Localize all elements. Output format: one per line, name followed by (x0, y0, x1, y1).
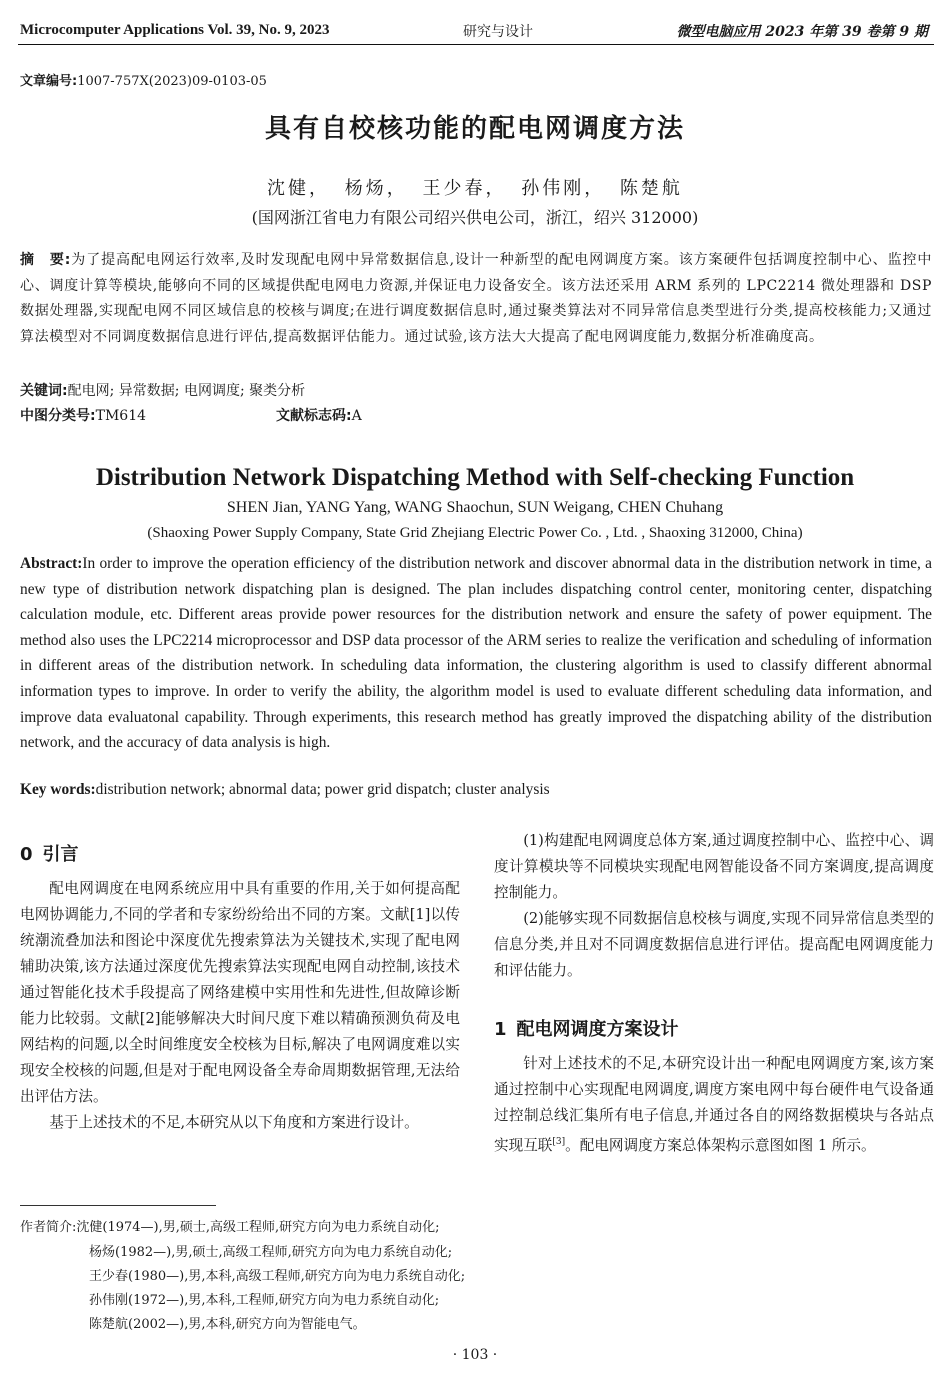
document-code-value: A (351, 408, 362, 424)
footnote-author-bio: 作者简介:沈健(1974—),男,硕士,高级工程师,研究方向为电力系统自动化; (20, 1220, 440, 1235)
section-heading-introduction (20, 840, 79, 866)
author-list-en: SHEN Jian, YANG Yang, WANG Shaochun, SUN Weigang, CHEN Chuhang (226, 499, 724, 516)
section-heading-design (494, 1015, 679, 1041)
paragraph (494, 1051, 934, 1159)
article-number-value: 1007-757X(2023)09-0103-05 (77, 74, 267, 89)
section-label: 研究与设计 (463, 24, 533, 40)
journal-name-en: Microcomputer Applications Vol. 39, No. 9, 2023 (20, 22, 330, 38)
classification-label: 中图分类号: (20, 408, 96, 424)
paragraph: (1)构建配电网调度总体方案,通过调度控制中心、监控中心、调度计算模块等不同模块实现配电网智能设备不同方案调度,提高调度控制能力。 (494, 832, 934, 901)
keywords-cn-text: 配电网; 异常数据; 电网调度; 聚类分析 (67, 383, 306, 399)
keywords-cn (20, 380, 305, 400)
author-list-cn: 沈健， 杨炀， 王少春， 孙伟刚， 陈楚航 (267, 178, 683, 199)
keywords-en-text: distribution network; abnormal data; power grid dispatch; cluster analysis (95, 781, 550, 798)
affiliation-cn: (国网浙江省电力有限公司绍兴供电公司，浙江，绍兴 312000) (251, 208, 699, 227)
footnote-author-bio: 杨炀(1982—),男,硕士,高级工程师,研究方向为电力系统自动化; (89, 1245, 453, 1260)
right-column-intro (494, 828, 934, 984)
article-number-label: 文章编号: (20, 74, 78, 89)
affiliation-en: (Shaoxing Power Supply Company, State Grid Zhejiang Electric Power Co. , Ltd. , Shaoxing 312000, China) (147, 525, 803, 541)
keywords-en-label: Key words: (20, 781, 96, 798)
classification-value: TM614 (95, 408, 147, 424)
document-code (276, 405, 362, 425)
abstract-en-text: In order to improve the operation efficiency of the distribution network and discover abnormal data in the distribution network in time, a new type of distribution network dispatching plan is designed. The plan includes dispatching control center, monitoring center, dispatching calculation module, etc. Different areas provide power resources for the distribution network and ensure the safety of power equipment. The method also uses the LPC2214 microprocessor and DSP data processor of the ARM series to realize the verification and scheduling of information in different areas of the distribution network. In scheduling data information, the clustering algorithm is used to classify different abnormal information types to improve. In order to verify the ability, the algorithm model is used to evaluate different scheduling data information, and improve data evaluatonal capability. Through experiments, this research method has greatly improved the dispatching ability of the distribution network, and the accuracy of data analysis is high. (20, 555, 932, 752)
abstract-en-label: Abstract: (20, 555, 83, 572)
keywords-en (20, 781, 550, 799)
paragraph: 基于上述技术的不足,本研究从以下角度和方案进行设计。 (49, 1114, 419, 1131)
paragraph: 配电网调度在电网系统应用中具有重要的作用,关于如何提高配电网协调能力,不同的学者和专家纷纷给出不同的方案。文献[1]以传统潮流叠加法和图论中深度优先搜索算法为关键技术,实现了配电网辅助决策,该方法通过深度优先搜索算法实现配电网自动控制,该技术通过智能化技术手段提高了网络建模中实用性和先进性,但故障诊断能力比较弱。文献[2]能够解决大时间尺度下难以精确预测负荷及电网结构的问题,以全时间维度安全校核为目标,解决了电网调度难以实现安全校核的问题,但是对于配电网设备全寿命周期数据管理,无法给出评估方法。 (20, 880, 460, 1105)
abstract-en (20, 551, 932, 756)
abstract-cn-label: 摘 要: (20, 252, 71, 268)
document-code-label: 文献标志码: (276, 408, 352, 424)
abstract-cn-text: 为了提高配电网运行效率,及时发现配电网中异常数据信息,设计一种新型的配电网调度方案。该方案硬件包括调度控制中心、监控中心、调度计算等模块,能够向不同的区域提供配电网电力资源,并保证电力设备安全。该方法还采用 ARM 系列的 LPC2214 微处理器和 DSP 数据处理器,实现配电网不同区域信息的校核与调度;在进行调度数据信息时,通过聚类算法对不同异常信息类型进行分类,提高校核能力;又通过算法模型对不同调度数据信息进行评估,提高数据评估能力。通过试验,该方法大大提高了配电网调度能力,数据分析准确度高。 (20, 252, 932, 345)
classification-number (20, 405, 146, 425)
footnote-author-bio: 孙伟刚(1972—),男,本科,工程师,研究方向为电力系统自动化; (89, 1293, 440, 1308)
paragraph-text: 针对上述技术的不足,本研究设计出一种配电网调度方案,该方案通过控制中心实现配电网调度,调度方案电网中每台硬件电气设备通过控制总线汇集所有电子信息,并通过各自的网络数据模块与各站点实现互联 (494, 1055, 934, 1154)
paragraph: (2)能够实现不同数据信息校核与调度,实现不同异常信息类型的信息分类,并且对不同调度数据信息进行评估。提高配电网调度能力和评估能力。 (494, 910, 934, 979)
left-column-body (20, 876, 460, 1136)
page-number: · 103 · (452, 1347, 498, 1363)
paper-title-en: Distribution Network Dispatching Method with Self-checking Function (95, 464, 855, 491)
section-title: 配电网调度方案设计 (516, 1019, 679, 1040)
footnote-rule (20, 1205, 216, 1206)
footnote-author-bio: 陈楚航(2002—),男,本科,研究方向为智能电气。 (89, 1317, 366, 1332)
section-number: 0 (20, 844, 33, 865)
footnote-author-bio: 王少春(1980—),男,本科,高级工程师,研究方向为电力系统自动化; (89, 1269, 466, 1284)
section-number: 1 (494, 1019, 507, 1040)
paper-title-cn: 具有自校核功能的配电网调度方法 (264, 114, 685, 144)
right-column-body (494, 1051, 934, 1159)
abstract-cn (20, 248, 932, 350)
header-rule (18, 44, 934, 45)
journal-name-cn: 微型电脑应用 2023 年第 39 卷第 9 期 (676, 24, 928, 40)
keywords-cn-label: 关键词: (20, 383, 68, 399)
article-number (20, 70, 267, 89)
section-title: 引言 (42, 844, 79, 865)
citation-ref[interactable]: [3] (552, 1137, 566, 1147)
paragraph-text: 。配电网调度方案总体架构示意图如图 1 所示。 (565, 1136, 876, 1154)
